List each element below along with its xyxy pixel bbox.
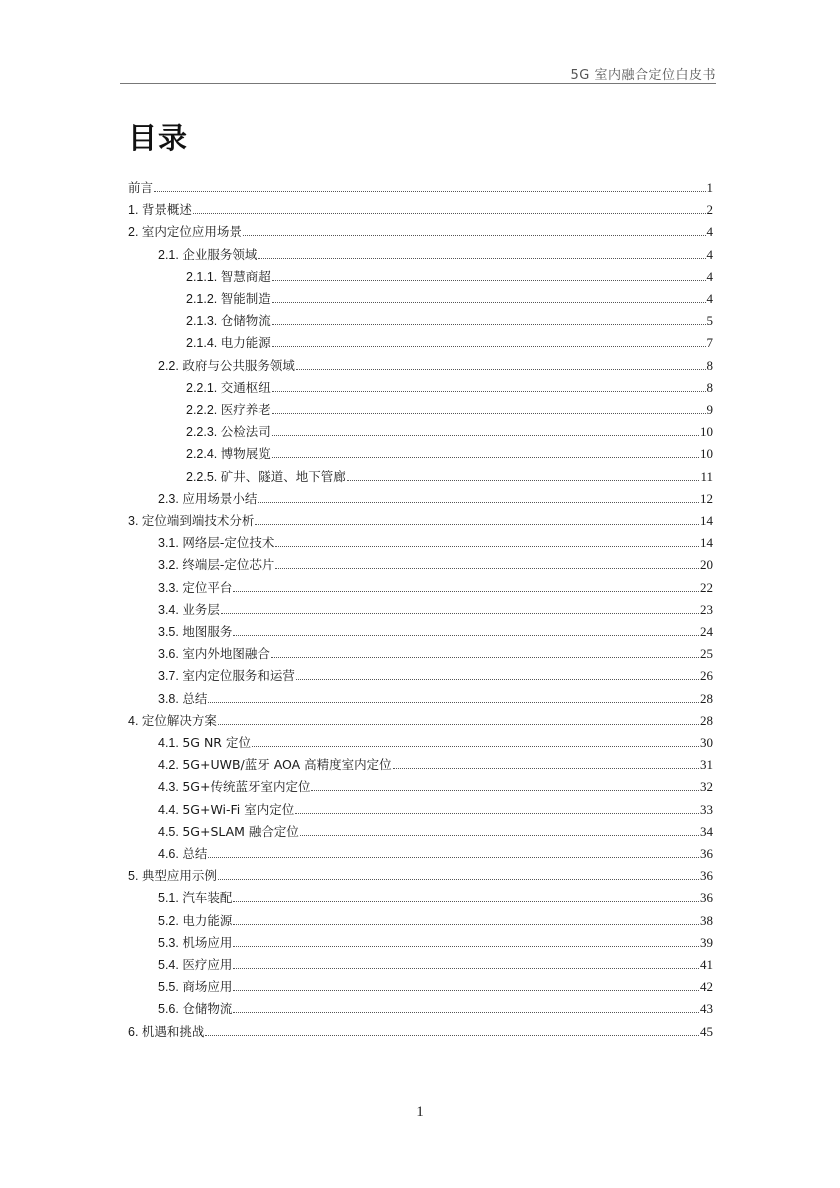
toc-entry[interactable] [158,755,713,775]
toc-dot-leader [218,879,699,880]
toc-entry-title: 前言 [128,180,154,195]
toc-dot-leader [272,391,706,392]
toc-entry-title: 交通枢纽 [220,379,271,395]
toc-entry-title: 总结 [182,690,208,706]
toc-entry-number: 5.4. [158,958,183,972]
toc-entry-title: 总结 [182,846,208,861]
toc-entry-page: 39 [700,934,713,950]
toc-entry-number: 5.2. [158,913,183,928]
toc-entry-page: 5 [706,313,713,329]
toc-entry-page: 8 [706,357,713,373]
toc-entry-page: 20 [700,557,713,573]
toc-entry-page: 41 [700,957,713,972]
toc-entry[interactable] [186,289,713,309]
toc-entry-page: 4 [706,246,713,262]
toc-entry-title: 医疗应用 [182,957,233,972]
toc-entry-number: 4.5. [158,824,183,839]
toc-entry-title: 背景概述 [141,202,192,218]
toc-entry-number: 3.1. [158,536,183,551]
toc-entry-page: 34 [700,823,713,839]
toc-entry-title: 定位平台 [182,579,233,595]
toc-entry-page: 10 [700,424,713,440]
toc-dot-leader [233,968,699,969]
toc-entry[interactable] [158,955,713,975]
toc-entry-number: 2.2.5. [186,469,221,484]
toc-entry[interactable] [158,733,713,753]
toc-dot-leader [193,213,706,214]
toc-entry[interactable] [158,822,713,842]
toc-entry[interactable] [158,555,713,575]
toc-entry-title: 网络层-定位技术 [182,535,275,551]
toc-entry[interactable] [158,489,713,509]
toc-dot-leader [258,258,705,259]
toc-entry[interactable] [158,600,713,620]
toc-dot-leader [208,857,699,858]
toc-dot-leader [272,302,706,303]
toc-entry-number: 3.5. [158,625,183,639]
toc-entry[interactable] [186,333,713,353]
toc-entry-number: 1. [128,203,142,218]
toc-entry-page: 12 [700,490,713,506]
toc-entry[interactable] [158,933,713,953]
toc-entry-page: 11 [700,468,713,484]
toc-entry-number: 2.2.1. [186,380,221,395]
toc-entry-page: 10 [700,446,713,462]
toc-entry-title: 业务层 [182,601,220,617]
toc-entry-page: 28 [700,712,713,728]
toc-dot-leader [154,191,705,192]
toc-entry-title: 公检法司 [220,424,271,440]
toc-entry-title: 智能制造 [220,291,271,306]
toc-entry-title: 应用场景小结 [182,490,258,506]
toc-entry-page: 14 [700,535,713,551]
toc-entry-number: 2.2.2. [186,403,221,417]
toc-entry[interactable] [158,622,713,642]
toc-entry-number: 5.3. [158,935,183,950]
toc-dot-leader [272,324,706,325]
toc-entry-page: 24 [700,624,713,639]
toc-entry-page: 36 [700,868,713,884]
toc-entry-title: 电力能源 [220,335,271,351]
toc-entry[interactable] [186,311,713,331]
toc-entry-number: 4.6. [158,847,183,861]
toc-entry-page: 8 [706,379,713,395]
toc-entry-page: 28 [700,690,713,706]
toc-dot-leader [272,435,699,436]
toc-entry-number: 3.8. [158,691,183,706]
toc-entry[interactable] [186,378,713,398]
toc-entry-title: 政府与公共服务领域 [182,357,295,373]
toc-entry[interactable] [128,866,713,886]
toc-entry-number: 4.2. [158,758,183,773]
toc-entry-page: 31 [700,757,713,773]
toc-entry-page: 42 [700,979,713,995]
toc-entry-number: 3.7. [158,669,183,684]
toc-dot-leader [233,946,699,947]
toc-entry-title: 博物展览 [220,446,271,462]
toc-entry[interactable] [158,245,713,265]
toc-entry-page: 32 [700,779,713,795]
toc-entry-title: 电力能源 [182,912,233,928]
toc-dot-leader [205,1035,699,1036]
header-divider [120,83,716,84]
toc-entry-number: 2.1.2. [186,292,221,306]
toc-entry-number: 5.6. [158,1002,183,1017]
toc-entry-page: 23 [700,601,713,617]
running-header-title: 5G 室内融合定位白皮书 [570,68,716,83]
toc-entry[interactable] [128,711,713,731]
toc-dot-leader [252,746,699,747]
toc-entry-title: 医疗养老 [220,402,271,417]
toc-entry-number: 4. [128,713,142,728]
toc-entry-page: 4 [706,224,713,240]
toc-entry[interactable] [158,888,713,908]
toc-dot-leader [221,613,699,614]
toc-entry-title: 典型应用示例 [141,868,217,884]
toc-dot-leader [272,457,699,458]
toc-entry[interactable] [158,911,713,931]
toc-entry-number: 2.1.3. [186,314,221,329]
toc-entry-title: 仓储物流 [220,313,271,329]
toc-entry-number: 3.4. [158,602,183,617]
toc-dot-leader [295,813,699,814]
toc-entry[interactable] [158,644,713,664]
toc-dot-leader [243,235,706,236]
toc-entry-number: 3.6. [158,647,183,662]
toc-dot-leader [347,480,700,481]
toc-dot-leader [258,502,699,503]
toc-entry-number: 3.3. [158,580,183,595]
toc-dot-leader [233,635,699,636]
toc-entry-number: 5. [128,869,142,884]
toc-entry-number: 5.1. [158,891,183,906]
toc-dot-leader [272,280,706,281]
toc-entry-number: 5.5. [158,980,183,995]
toc-dot-leader [311,790,699,791]
toc-entry[interactable] [186,267,713,287]
toc-dot-leader [208,702,699,703]
toc-entry-number: 3. [128,514,142,528]
toc-entry-page: 43 [700,1001,713,1017]
toc-entry[interactable] [186,467,713,487]
toc-entry-title: 室内定位服务和运营 [182,668,295,684]
toc-entry[interactable] [128,200,713,220]
toc-entry[interactable] [158,689,713,709]
toc-entry-page: 25 [700,646,713,662]
toc-dot-leader [233,1012,699,1013]
toc-entry-page: 4 [706,291,713,306]
toc-entry-title: 5G+UWB/蓝牙 AOA 高精度室内定位 [182,757,392,773]
toc-entry-title: 汽车装配 [182,890,233,906]
toc-title: 目录 [128,121,189,155]
toc-entry-page: 22 [700,579,713,595]
toc-dot-leader [218,724,699,725]
toc-entry-page: 9 [706,402,713,417]
toc-entry-page: 36 [700,890,713,906]
toc-entry-number: 2.2.4. [186,447,221,462]
toc-entry-page: 38 [700,912,713,928]
toc-entry-page: 1 [706,180,713,195]
toc-dot-leader [296,369,706,370]
toc-entry-page: 45 [700,1023,713,1039]
toc-entry-title: 5G+SLAM 融合定位 [182,823,299,839]
toc-entry-title: 终端层-定位芯片 [182,557,275,573]
toc-dot-leader [271,657,699,658]
page-number: 1 [416,1104,424,1120]
toc-entry-page: 14 [700,513,713,528]
toc-entry-page: 30 [700,735,713,750]
toc-dot-leader [300,835,699,836]
toc-entry-title: 机场应用 [182,934,233,950]
toc-entry-page: 26 [700,668,713,684]
toc-entry[interactable] [158,844,713,864]
toc-entry-number: 2.1. [158,247,183,262]
toc-entry-title: 5G+传统蓝牙室内定位 [182,779,311,795]
toc-entry-title: 室内定位应用场景 [141,224,242,240]
toc-entry-number: 2.2. [158,358,183,373]
toc-dot-leader [233,924,699,925]
toc-entry-number: 2. [128,225,142,240]
toc-entry[interactable] [128,178,713,198]
toc-dot-leader [233,591,699,592]
toc-entry[interactable] [158,777,713,797]
toc-entry-page: 36 [700,846,713,861]
toc-entry-page: 7 [706,335,713,351]
toc-entry[interactable] [128,511,713,531]
toc-entry-title: 矿井、隧道、地下管廊 [220,468,346,484]
toc-entry[interactable] [186,400,713,420]
toc-entry-title: 定位端到端技术分析 [141,513,255,528]
toc-entry-title: 5G NR 定位 [182,735,251,750]
toc-entry-page: 4 [706,268,713,284]
toc-entry-page: 33 [700,801,713,817]
toc-dot-leader [272,346,706,347]
toc-entry-number: 4.1. [158,736,183,750]
toc-entry[interactable] [158,999,713,1019]
toc-entry-title: 企业服务领域 [182,246,258,262]
toc-entry[interactable] [128,1022,713,1042]
toc-entry[interactable] [158,578,713,598]
toc-entry-number: 6. [128,1024,142,1039]
toc-entry[interactable] [158,356,713,376]
toc-entry-title: 定位解决方案 [141,712,217,728]
toc-dot-leader [272,413,706,414]
toc-dot-leader [296,679,699,680]
toc-entry-title: 商场应用 [182,979,233,995]
toc-entry[interactable] [158,533,713,553]
toc-entry[interactable] [158,666,713,686]
toc-entry-number: 4.3. [158,780,183,795]
toc-entry-page: 2 [706,202,713,218]
toc-entry[interactable] [128,222,713,242]
toc-dot-leader [275,568,699,569]
toc-entry-title: 机遇和挑战 [141,1023,205,1039]
toc-entry-title: 5G+Wi-Fi 室内定位 [182,801,295,817]
toc-entry[interactable] [158,977,713,997]
toc-dot-leader [255,524,699,525]
toc-entry[interactable] [186,422,713,442]
toc-entry-title: 地图服务 [182,624,233,639]
toc-entry-title: 智慧商超 [220,268,271,284]
toc-dot-leader [233,990,699,991]
toc-entry[interactable] [186,444,713,464]
toc-dot-leader [393,768,699,769]
toc-entry-number: 2.2.3. [186,425,221,440]
toc-entry-number: 2.1.1. [186,269,221,284]
toc-entry-number: 2.3. [158,491,183,506]
toc-entry-number: 3.2. [158,558,183,573]
toc-dot-leader [233,901,699,902]
toc-dot-leader [275,546,699,547]
toc-entry-number: 4.4. [158,802,183,817]
toc-entry-title: 仓储物流 [182,1001,233,1017]
toc-entry-title: 室内外地图融合 [182,646,270,662]
toc-entry-number: 2.1.4. [186,336,221,351]
toc-entry[interactable] [158,800,713,820]
